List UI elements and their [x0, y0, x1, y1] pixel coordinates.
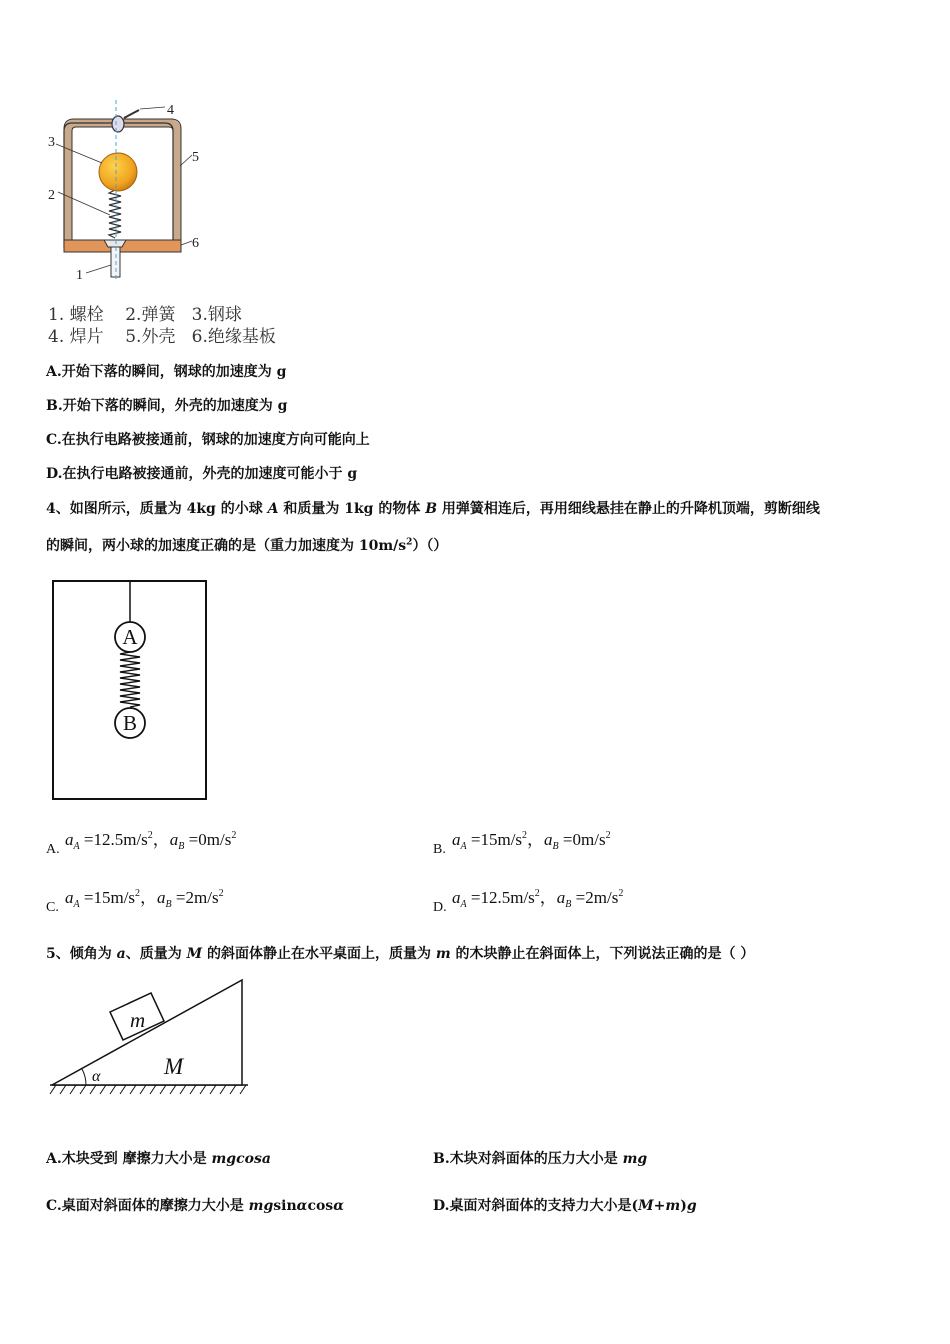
incline-diagram: [46, 975, 256, 1100]
figure1-legend-line1: 1. 螺栓 2.弹簧 3.钢球: [48, 305, 242, 325]
q3-option-b: B.开始下落的瞬间，外壳的加速度为 g: [46, 398, 288, 414]
q5-option-b: B.木块对斜面体的压力大小是 mg: [433, 1151, 648, 1167]
q4-stem-line2: 的瞬间，两小球的加速度正确的是（重力加速度为 $10m/s^2)()$: [46, 537, 448, 554]
label-2: 2: [48, 188, 55, 203]
label-6: 6: [192, 236, 199, 251]
q5-option-c: C.桌面对斜面体的摩擦力大小是 mgsinαcosα: [46, 1198, 344, 1214]
incline-M-label: M: [164, 1054, 184, 1079]
elevator-diagram: [50, 578, 210, 803]
q5-stem: 5、倾角为 a、质量为 M 的斜面体静止在水平桌面上，质量为 m 的木块静止在斜面体上，下列说法正确的是（ ）: [46, 946, 755, 962]
q3-option-c: C.在执行电路被接通前，钢球的加速度方向可能向上: [46, 432, 370, 448]
ball-a-label: A: [122, 625, 138, 649]
label-5: 5: [192, 150, 199, 165]
label-3: 3: [48, 135, 55, 150]
q4-stem-line1: 4、如图所示，质量为 4kg 的小球 A 和质量为 1kg 的物体 B 用弹簧相连后，再用细线悬挂在静止的升降机顶端，剪断细线: [46, 501, 820, 517]
label-1: 1: [76, 268, 83, 283]
q5-option-a: A.木块受到 摩擦力大小是 mgcosa: [46, 1151, 271, 1167]
label-4: 4: [167, 103, 174, 118]
q3-option-a: A.开始下落的瞬间，钢球的加速度为 g: [46, 364, 287, 380]
block-m-label: m: [130, 1008, 146, 1032]
angle-label: α: [92, 1068, 101, 1085]
figure1-legend-line2: 4. 焊片 5.外壳 6.绝缘基板: [48, 327, 276, 347]
q5-option-d: D.桌面对斜面体的支持力大小是(M+m)g: [433, 1198, 697, 1214]
object-b-label: B: [122, 711, 138, 735]
sensor-diagram: [40, 95, 260, 290]
q3-option-d: D.在执行电路被接通前，外壳的加速度可能小于 g: [46, 466, 358, 482]
